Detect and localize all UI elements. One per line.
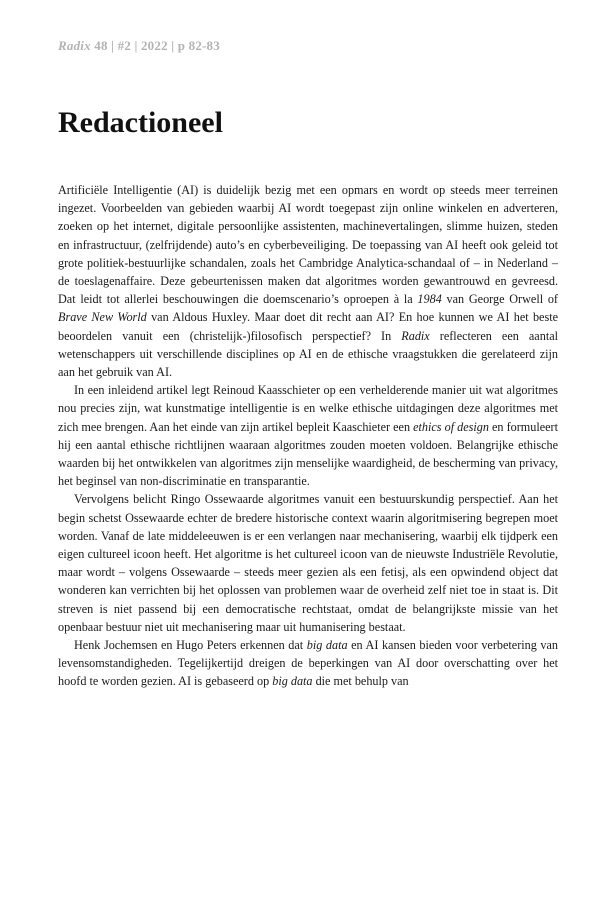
italic-term: big data <box>306 638 348 653</box>
text-run: die met behulp van <box>312 674 409 689</box>
page-title: Redactioneel <box>58 106 223 139</box>
paragraph-3: Vervolgens belicht Ringo Ossewaarde algoritmes vanuit een bestuurskundig perspectief. Aan het begin schetst Ossewaarde echter de bredere historische context waarin algoritmisering begrepen moet worden. Vanaf de late middeleeuwen is er een verlangen naar mechanisering, waarbij elk tijdperk een eigen cultureel icoon heeft. Het algoritme is het cultureel icoon van de nieuwste Industriële Revolutie, maar wordt – volgens Ossewaarde – steeds meer gezien als een fetisj, als een opwindend object dat wonderen kan verrichten bij het oplossen van problemen waar de overheid zelf niet toe in staat is. Dit streven is niet passend bij een democratische rechtstaat, omdat de belangrijkste missie van het openbaar bestuur niet uit mechanisering maar uit humanisering bestaat. <box>58 492 558 634</box>
italic-term: big data <box>272 674 313 689</box>
text-run: van Aldous Huxley. Maar doet dit recht aan AI? En hoe kunnen we AI het beste beoordelen vanuit een (christelijk-)filosofisch perspectief? In <box>58 310 558 343</box>
text-run: Henk Jochemsen en Hugo Peters erkennen dat <box>74 638 307 653</box>
paragraph-2 <box>58 381 558 490</box>
text-run: reflecteren een aantal wetenschappers uit verschillende disciplines op AI en de ethische vraagstukken die gerelateerd zijn aan het gebruik van AI. <box>58 328 558 380</box>
italic-title: 1984 <box>417 292 442 307</box>
paragraph-1 <box>58 181 558 381</box>
text-run: In een inleidend artikel legt Reinoud Kaasschieter op een verhelderende manier uit wat algoritmes nou precies zijn, wat kunstmatige intelligentie is en welke ethische uitdagingen deze algoritmes met zich mee brengen. Aan het einde van zijn artikel bepleit Kaaschieter een <box>58 383 558 434</box>
paragraph-4 <box>58 636 558 691</box>
journal-name: Radix <box>58 38 91 53</box>
text-run: van George Orwell of <box>441 292 558 307</box>
italic-term: ethics of design <box>413 419 489 434</box>
text-run: Artificiële Intelligentie (AI) is duidelijk bezig met een opmars en wordt op steeds meer terreinen ingezet. Voorbeelden van gebieden waarbij AI wordt toegepast zijn online winkelen en adverteren, zoeken op het internet, digitale persoonlijke assistenten, machinevertalingen, slimme huizen, steden en infrastructuur, (zelfrijdende) auto’s en cyberbeveiliging. De toepassing van AI heeft ook geleid tot grote politiek-bestuurlijke schandalen, zoals het Cambridge Analytica-schandaal of – in Nederland – de toeslagenaffaire. Deze gebeurtenissen maken dat algoritmes worden gewantrouwd en gevreesd. Dat leidt tot allerlei beschouwingen die doemscenario’s oproepen à la <box>58 183 558 307</box>
italic-journal: Radix <box>401 328 430 343</box>
italic-title: Brave New World <box>58 310 147 325</box>
article-body <box>58 181 558 691</box>
running-head <box>58 38 558 54</box>
text-run: en AI kansen bieden voor verbetering van levensomstandigheden. Tegelijkertijd dreigen de beperkingen van AI door overschatting over het hoofd te worden gezien. AI is gebaseerd op <box>58 638 558 689</box>
issue-info: 48 | #2 | 2022 | p 82-83 <box>90 38 220 53</box>
text-run: en formuleert hij een aantal ethische richtlijnen waaraan algoritmes zouden moeten voldoen. Belangrijke ethische waarden bij het ontwikkelen van algoritmes zijn menselijke waardigheid, de bescherming van privacy, het beginsel van non-discriminatie en transparantie. <box>58 419 559 489</box>
